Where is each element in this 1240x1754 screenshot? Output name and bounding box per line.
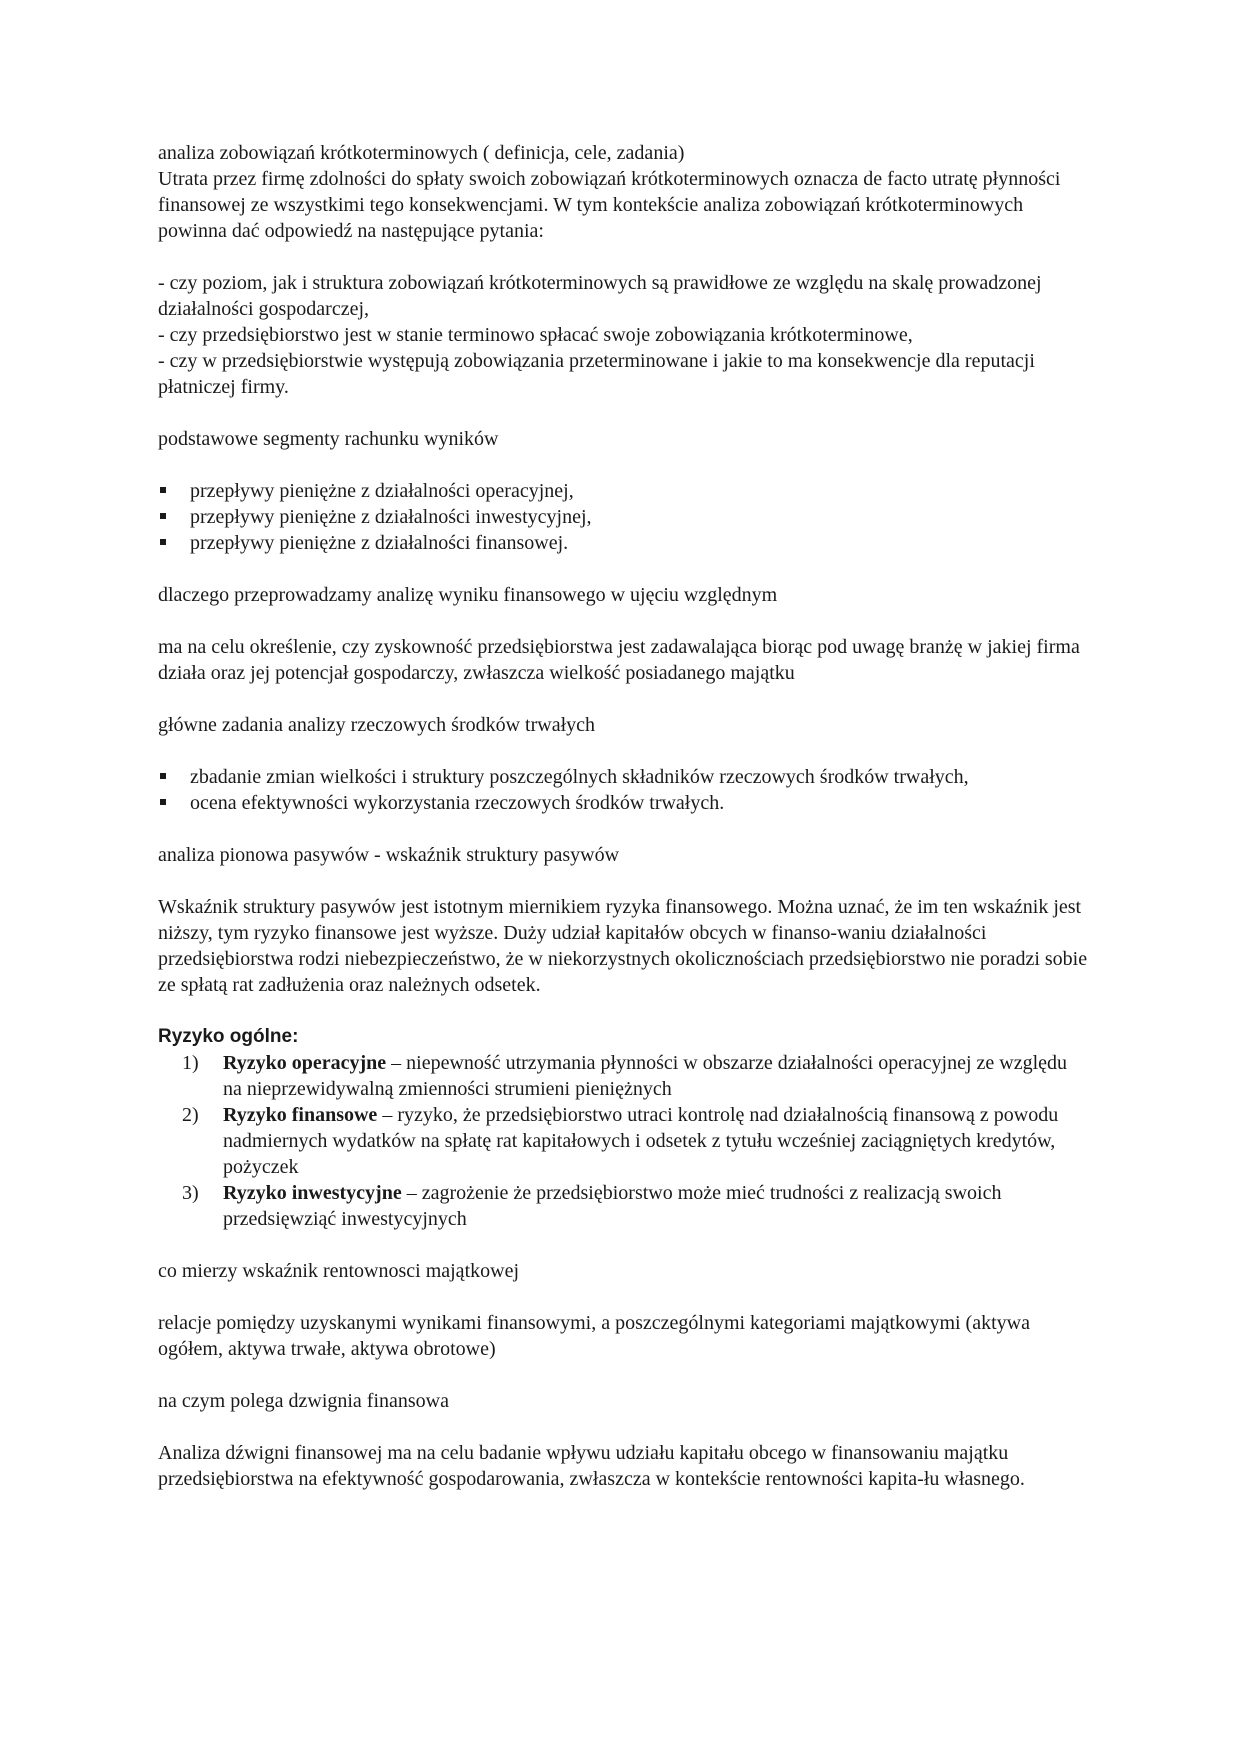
risk-description: – ryzyko, że przedsiębiorstwo utraci kontrolę nad działalnością finansową z powodu nadmiernych wydatków na spłatę rat kapitałowych i odsetek z tytułu wcześniej zaciągniętych kredytów, pożyczek bbox=[223, 1104, 1059, 1178]
list-item bbox=[158, 1180, 1088, 1232]
section-title: główne zadania analizy rzeczowych środków trwałych bbox=[158, 714, 596, 736]
section-title: dlaczego przeprowadzamy analizę wyniku finansowego w ujęciu względnym bbox=[158, 584, 778, 606]
bullet-list bbox=[158, 764, 1088, 816]
section-title: co mierzy wskaźnik rentownosci majątkowej bbox=[158, 1260, 519, 1282]
paragraph: Utrata przez firmę zdolności do spłaty swoich zobowiązań krótkoterminowych oznacza de facto utratę płynności finansowej ze wszystkimi tego konsekwencjami. W tym kontekście analiza zobowiązań krótkoterminowych powinna dać odpowiedź na następujące pytania: bbox=[158, 168, 1061, 242]
risk-description: – zagrożenie że przedsiębiorstwo może mieć trudności z realizacją swoich przedsięwziąć inwestycyjnych bbox=[223, 1182, 1002, 1230]
list-item: zbadanie zmian wielkości i struktury poszczególnych składników rzeczowych środków trwałych, bbox=[158, 764, 1088, 790]
list-item: ocena efektywności wykorzystania rzeczowych środków trwałych. bbox=[158, 790, 1088, 816]
list-item bbox=[158, 1050, 1088, 1102]
paragraph: ma na celu określenie, czy zyskowność przedsiębiorstwa jest zadawalająca biorąc pod uwagę branżę w jakiej firma działa oraz jej potencjał gospodarczy, zwłaszcza wielkość posiadanego majątku bbox=[158, 636, 1080, 684]
section-title: podstawowe segmenty rachunku wyników bbox=[158, 428, 499, 450]
numbered-list bbox=[158, 1050, 1088, 1232]
document-page bbox=[158, 140, 1088, 1492]
risk-term: Ryzyko inwestycyjne bbox=[223, 1182, 402, 1204]
item-number: 3) bbox=[182, 1182, 199, 1204]
list-item bbox=[158, 1102, 1088, 1180]
bullet-list bbox=[158, 478, 1088, 556]
risk-heading: Ryzyko ogólne: bbox=[158, 1026, 299, 1047]
question-item: - czy przedsiębiorstwo jest w stanie terminowo spłacać swoje zobowiązania krótkoterminowe, bbox=[158, 324, 913, 346]
section-title: analiza pionowa pasywów - wskaźnik struktury pasywów bbox=[158, 844, 620, 866]
section-title: analiza zobowiązań krótkoterminowych ( definicja, cele, zadania) bbox=[158, 142, 685, 164]
list-item: przepływy pieniężne z działalności operacyjnej, bbox=[158, 478, 1088, 504]
item-number: 1) bbox=[182, 1052, 199, 1074]
paragraph: Wskaźnik struktury pasywów jest istotnym miernikiem ryzyka finansowego. Można uznać, że im ten wskaźnik jest niższy, tym ryzyko finansowe jest wyższe. Duży udział kapitałów obcych w finanso-waniu działalności przedsiębiorstwa rodzi niebezpieczeństwo, że w niekorzystnych okolicznościach przedsiębiorstwo nie poradzi sobie ze spłatą rat zadłużenia oraz należnych odsetek. bbox=[158, 896, 1088, 996]
item-number: 2) bbox=[182, 1104, 199, 1126]
risk-term: Ryzyko finansowe bbox=[223, 1104, 378, 1126]
risk-description: – niepewność utrzymania płynności w obszarze działalności operacyjnej ze względu na nieprzewidywalną zmienności strumieni pieniężnych bbox=[223, 1052, 1068, 1100]
paragraph: Analiza dźwigni finansowej ma na celu badanie wpływu udziału kapitału obcego w finansowaniu majątku przedsiębiorstwa na efektywność gospodarowania, zwłaszcza w kontekście rentowności kapita-łu własnego. bbox=[158, 1442, 1025, 1490]
question-item: - czy poziom, jak i struktura zobowiązań krótkoterminowych są prawidłowe ze względu na skalę prowadzonej działalności gospodarczej, bbox=[158, 272, 1042, 320]
list-item: przepływy pieniężne z działalności finansowej. bbox=[158, 530, 1088, 556]
question-item: - czy w przedsiębiorstwie występują zobowiązania przeterminowane i jakie to ma konsekwencje dla reputacji płatniczej firmy. bbox=[158, 350, 1035, 398]
list-item: przepływy pieniężne z działalności inwestycyjnej, bbox=[158, 504, 1088, 530]
risk-term: Ryzyko operacyjne bbox=[223, 1052, 387, 1074]
paragraph: relacje pomiędzy uzyskanymi wynikami finansowymi, a poszczególnymi kategoriami majątkowymi (aktywa ogółem, aktywa trwałe, aktywa obrotowe) bbox=[158, 1312, 1030, 1360]
section-title: na czym polega dzwignia finansowa bbox=[158, 1390, 450, 1412]
